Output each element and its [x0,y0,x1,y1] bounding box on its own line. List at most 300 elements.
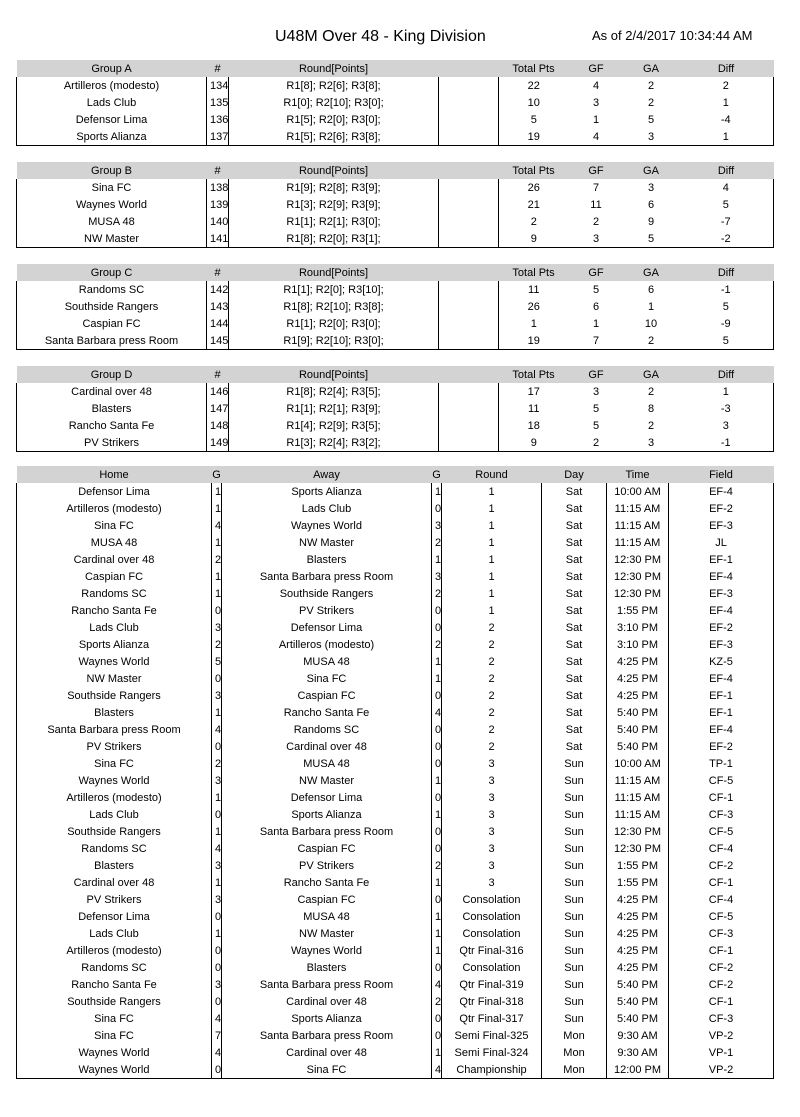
away-team: NW Master [222,534,432,551]
match-row [17,1027,774,1044]
away-team: Lads Club [222,500,432,517]
match-field: EF-3 [669,517,774,534]
match-row [17,483,774,500]
match-day: Sat [542,738,607,755]
home-header: Home [17,466,212,483]
away-team: Waynes World [222,942,432,959]
away-goals: 1 [432,925,442,942]
home-team: Sina FC [17,517,212,534]
team-gf: 6 [592,300,600,313]
match-row [17,738,774,755]
team-ga: 8 [647,402,655,415]
home-goals: 1 [212,585,222,602]
diff-header: Diff [679,60,774,77]
match-day: Sun [542,806,607,823]
match-time: 4:25 PM [607,908,669,925]
team-name: Southside Rangers [17,298,207,315]
spacer [439,281,499,298]
team-name: Santa Barbara press Room [17,332,207,350]
num-header: # [207,264,229,281]
away-goals: 1 [432,874,442,891]
home-team: Defensor Lima [17,483,212,500]
match-time: 4:25 PM [607,959,669,976]
match-field: CF-5 [669,823,774,840]
match-field: CF-2 [669,857,774,874]
match-row [17,670,774,687]
group-table [16,264,774,350]
match-time: 5:40 PM [607,976,669,993]
home-goals: 1 [212,704,222,721]
match-day: Sun [542,874,607,891]
match-day: Sat [542,551,607,568]
home-team: Artilleros (modesto) [17,942,212,959]
home-team: Cardinal over 48 [17,874,212,891]
match-time: 4:25 PM [607,670,669,687]
match-row [17,653,774,670]
match-time: 11:15 AM [607,517,669,534]
match-round: 2 [442,687,542,704]
team-diff: 5 [679,298,774,315]
team-gf: 3 [569,230,624,248]
spacer [439,60,499,77]
away-team: Sports Alianza [222,483,432,500]
team-gf: 3 [592,385,600,398]
home-team: Lads Club [17,619,212,636]
away-goals: 0 [432,1027,442,1044]
match-row [17,772,774,789]
away-goals: 0 [432,721,442,738]
num-header: # [207,162,229,179]
spacer [439,434,499,452]
team-diff: -1 [679,281,774,298]
home-team: Rancho Santa Fe [17,602,212,619]
match-field: EF-4 [669,670,774,687]
match-time: 12:00 PM [607,1061,669,1079]
team-row [17,179,774,196]
match-round: 3 [442,857,542,874]
home-team: Lads Club [17,925,212,942]
team-row [17,111,774,128]
group-name: Group C [17,264,207,281]
home-team: Artilleros (modesto) [17,789,212,806]
team-number: 137 [207,128,229,146]
match-time: 12:30 PM [607,585,669,602]
home-team: Waynes World [17,1044,212,1061]
team-gf: 1 [592,113,600,126]
away-goals: 0 [432,687,442,704]
match-round: 2 [442,704,542,721]
team-number: 141 [207,230,229,248]
match-row [17,1044,774,1061]
match-day: Sun [542,993,607,1010]
away-team: Blasters [222,551,432,568]
away-goals: 0 [432,500,442,517]
away-goals: 3 [432,517,442,534]
match-round: 2 [442,619,542,636]
team-rounds: R1[9]; R2[10]; R3[0]; [229,332,439,350]
team-number: 144 [207,315,229,332]
match-time: 4:25 PM [607,942,669,959]
home-team: Sports Alianza [17,636,212,653]
match-round: 1 [442,517,542,534]
match-time: 5:40 PM [607,721,669,738]
page-title: U48M Over 48 - King Division [275,28,486,45]
match-row [17,517,774,534]
match-round: 1 [442,568,542,585]
time-header: Time [607,466,669,483]
match-round: 3 [442,755,542,772]
away-team: Rancho Santa Fe [222,874,432,891]
match-field: CF-1 [669,874,774,891]
home-team: Waynes World [17,772,212,789]
away-goals: 0 [432,1010,442,1027]
match-day: Sun [542,942,607,959]
team-ga: 5 [624,230,679,248]
spacer [439,366,499,383]
match-day: Sun [542,891,607,908]
match-day: Sat [542,534,607,551]
away-goals: 0 [432,840,442,857]
away-team: Santa Barbara press Room [222,1027,432,1044]
team-rounds: R1[8]; R2[0]; R3[1]; [229,230,439,248]
team-gf: 4 [592,79,600,92]
home-goals: 4 [212,517,222,534]
team-number: 136 [207,111,229,128]
team-row [17,230,774,248]
away-goals: 1 [432,942,442,959]
round-header: Round [442,466,542,483]
total-header: Total Pts [499,264,569,281]
group-name: Group A [17,60,207,77]
home-goals: 0 [212,1061,222,1079]
match-round: 1 [442,500,542,517]
team-total: 11 [499,400,569,417]
team-diff: -1 [679,434,774,452]
match-time: 10:00 AM [607,483,669,500]
group-name: Group D [17,366,207,383]
gf-header: GF [569,162,624,179]
away-team: Southside Rangers [222,585,432,602]
match-time: 4:25 PM [607,925,669,942]
home-team: Southside Rangers [17,993,212,1010]
team-total: 9 [499,434,569,452]
match-day: Sun [542,908,607,925]
team-gf: 11 [590,198,602,211]
home-goals: 1 [212,925,222,942]
match-day: Sun [542,772,607,789]
team-total: 26 [499,179,569,196]
match-field: CF-1 [669,942,774,959]
match-round: 2 [442,738,542,755]
spacer [439,332,499,350]
home-goals: 4 [212,721,222,738]
match-round: Qtr Final-317 [442,1010,542,1027]
spacer [439,417,499,434]
away-goals: 0 [432,619,442,636]
group-header-row [17,60,774,77]
match-field: EF-1 [669,687,774,704]
match-day: Sat [542,619,607,636]
match-time: 1:55 PM [607,874,669,891]
team-number: 134 [207,77,229,94]
match-round: Semi Final-324 [442,1044,542,1061]
match-round: 1 [442,585,542,602]
team-total: 22 [499,77,569,94]
home-goals: 3 [212,772,222,789]
spacer [439,94,499,111]
team-name: MUSA 48 [17,213,207,230]
match-row [17,806,774,823]
spacer [439,315,499,332]
spacer [439,264,499,281]
team-rounds: R1[5]; R2[6]; R3[8]; [229,128,439,146]
match-row [17,857,774,874]
match-field: CF-4 [669,840,774,857]
team-rounds: R1[3]; R2[4]; R3[2]; [229,434,439,452]
away-goals: 2 [432,993,442,1010]
match-round: Consolation [442,891,542,908]
total-header: Total Pts [499,162,569,179]
team-diff: -4 [679,111,774,128]
match-row [17,636,774,653]
team-ga: 3 [624,128,679,146]
team-number: 140 [207,213,229,230]
away-goals: 1 [432,483,442,500]
match-field: CF-1 [669,993,774,1010]
away-goals: 2 [432,585,442,602]
home-goals: 1 [212,789,222,806]
spacer [439,230,499,248]
match-time: 12:30 PM [607,840,669,857]
ga-header: GA [624,60,679,77]
home-team: Blasters [17,857,212,874]
team-name: Blasters [17,400,207,417]
match-row [17,942,774,959]
team-number: 143 [207,298,229,315]
match-row [17,619,774,636]
match-field: EF-4 [669,721,774,738]
team-number: 142 [207,281,229,298]
away-team: NW Master [222,925,432,942]
home-goals: 2 [212,755,222,772]
match-row [17,534,774,551]
team-diff: 4 [679,179,774,196]
match-round: 1 [442,534,542,551]
team-gf: 5 [592,419,600,432]
home-team: Defensor Lima [17,908,212,925]
team-row [17,315,774,332]
rounds-header: Round[Points] [229,366,439,383]
away-team: Sports Alianza [222,1010,432,1027]
team-rounds: R1[8]; R2[6]; R3[8]; [229,77,439,94]
match-time: 12:30 PM [607,823,669,840]
away-team: Blasters [222,959,432,976]
team-gf: 4 [569,128,624,146]
home-team: Lads Club [17,806,212,823]
home-team: Artilleros (modesto) [17,500,212,517]
group-table [16,366,774,452]
match-day: Mon [542,1044,607,1061]
home-goals: 0 [212,602,222,619]
match-field: EF-2 [669,738,774,755]
home-team: MUSA 48 [17,534,212,551]
match-field: EF-4 [669,568,774,585]
away-goals: 1 [432,772,442,789]
match-time: 5:40 PM [607,993,669,1010]
match-round: 1 [442,602,542,619]
match-day: Sat [542,721,607,738]
match-day: Sat [542,653,607,670]
team-rounds: R1[8]; R2[4]; R3[5]; [229,383,439,400]
home-team: Cardinal over 48 [17,551,212,568]
home-team: Southside Rangers [17,687,212,704]
match-field: CF-3 [669,1010,774,1027]
match-day: Sun [542,857,607,874]
team-name: NW Master [17,230,207,248]
spacer [439,77,499,94]
rounds-header: Round[Points] [229,264,439,281]
group-header-row [17,366,774,383]
match-day: Sun [542,755,607,772]
home-team: Randoms SC [17,959,212,976]
away-goals: 2 [432,857,442,874]
match-round: Championship [442,1061,542,1079]
away-team: Caspian FC [222,687,432,704]
total-header: Total Pts [499,366,569,383]
away-goals: 1 [432,653,442,670]
gf-header: GF [569,264,624,281]
away-goals-header: G [432,466,442,483]
away-team: Sports Alianza [222,806,432,823]
match-day: Sat [542,568,607,585]
away-team: Sina FC [222,1061,432,1079]
team-name: Cardinal over 48 [17,383,207,400]
match-row [17,704,774,721]
team-name: Randoms SC [17,281,207,298]
group-table [16,162,774,248]
home-goals: 2 [212,551,222,568]
away-goals: 2 [432,534,442,551]
team-ga: 10 [644,317,658,330]
match-field: EF-1 [669,704,774,721]
away-goals: 0 [432,738,442,755]
home-team: PV Strikers [17,738,212,755]
team-rounds: R1[5]; R2[0]; R3[0]; [229,111,439,128]
home-goals: 0 [212,738,222,755]
match-time: 9:30 AM [607,1044,669,1061]
team-name: Sina FC [17,179,207,196]
team-total: 2 [499,213,569,230]
team-gf: 5 [592,402,600,415]
home-goals: 7 [212,1027,222,1044]
home-goals: 3 [212,857,222,874]
home-goals: 2 [212,636,222,653]
home-goals: 1 [212,568,222,585]
match-field: CF-5 [669,908,774,925]
home-goals: 5 [212,653,222,670]
team-number: 149 [207,434,229,452]
match-row [17,959,774,976]
team-total: 11 [499,281,569,298]
match-time: 5:40 PM [607,738,669,755]
group-table [16,60,774,146]
spacer [439,400,499,417]
team-number: 138 [207,179,229,196]
team-number: 139 [207,196,229,213]
match-row [17,789,774,806]
match-field: CF-3 [669,925,774,942]
match-field: CF-2 [669,959,774,976]
home-goals-header: G [212,466,222,483]
match-day: Sat [542,602,607,619]
home-team: Randoms SC [17,585,212,602]
team-total: 19 [499,332,569,350]
team-rounds: R1[4]; R2[9]; R3[5]; [229,417,439,434]
team-total: 26 [499,298,569,315]
day-header: Day [542,466,607,483]
team-diff: 1 [679,128,774,146]
match-time: 11:15 AM [607,500,669,517]
team-rounds: R1[3]; R2[9]; R3[9]; [229,196,439,213]
match-time: 11:15 AM [607,772,669,789]
team-row [17,400,774,417]
match-field: VP-2 [669,1027,774,1044]
team-ga: 2 [624,332,679,350]
away-team: PV Strikers [222,602,432,619]
team-diff: 5 [679,196,774,213]
match-round: Qtr Final-319 [442,976,542,993]
ga-header: GA [624,264,679,281]
team-name: PV Strikers [17,434,207,452]
away-goals: 0 [432,602,442,619]
home-team: Waynes World [17,1061,212,1079]
away-team: Cardinal over 48 [222,738,432,755]
away-goals: 1 [432,806,442,823]
match-day: Sat [542,585,607,602]
match-day: Sat [542,483,607,500]
team-ga: 9 [647,215,655,228]
away-team: Santa Barbara press Room [222,568,432,585]
team-rounds: R1[1]; R2[0]; R3[10]; [229,281,439,298]
home-team: NW Master [17,670,212,687]
match-row [17,1010,774,1027]
away-team: Defensor Lima [222,789,432,806]
match-row [17,840,774,857]
match-row [17,551,774,568]
match-row [17,721,774,738]
home-goals: 3 [212,687,222,704]
match-field: EF-2 [669,500,774,517]
match-field: KZ-5 [669,653,774,670]
team-total: 19 [499,128,569,146]
home-goals: 0 [212,993,222,1010]
home-team: Caspian FC [17,568,212,585]
total-header: Total Pts [499,60,569,77]
match-round: Qtr Final-316 [442,942,542,959]
away-team: MUSA 48 [222,653,432,670]
match-field: VP-2 [669,1061,774,1079]
field-header: Field [669,466,774,483]
match-time: 11:15 AM [607,534,669,551]
away-team: Artilleros (modesto) [222,636,432,653]
match-time: 11:15 AM [607,806,669,823]
team-total: 21 [499,196,569,213]
match-row [17,908,774,925]
team-gf: 2 [592,215,600,228]
match-round: 2 [442,653,542,670]
match-time: 4:25 PM [607,653,669,670]
spacer [439,128,499,146]
